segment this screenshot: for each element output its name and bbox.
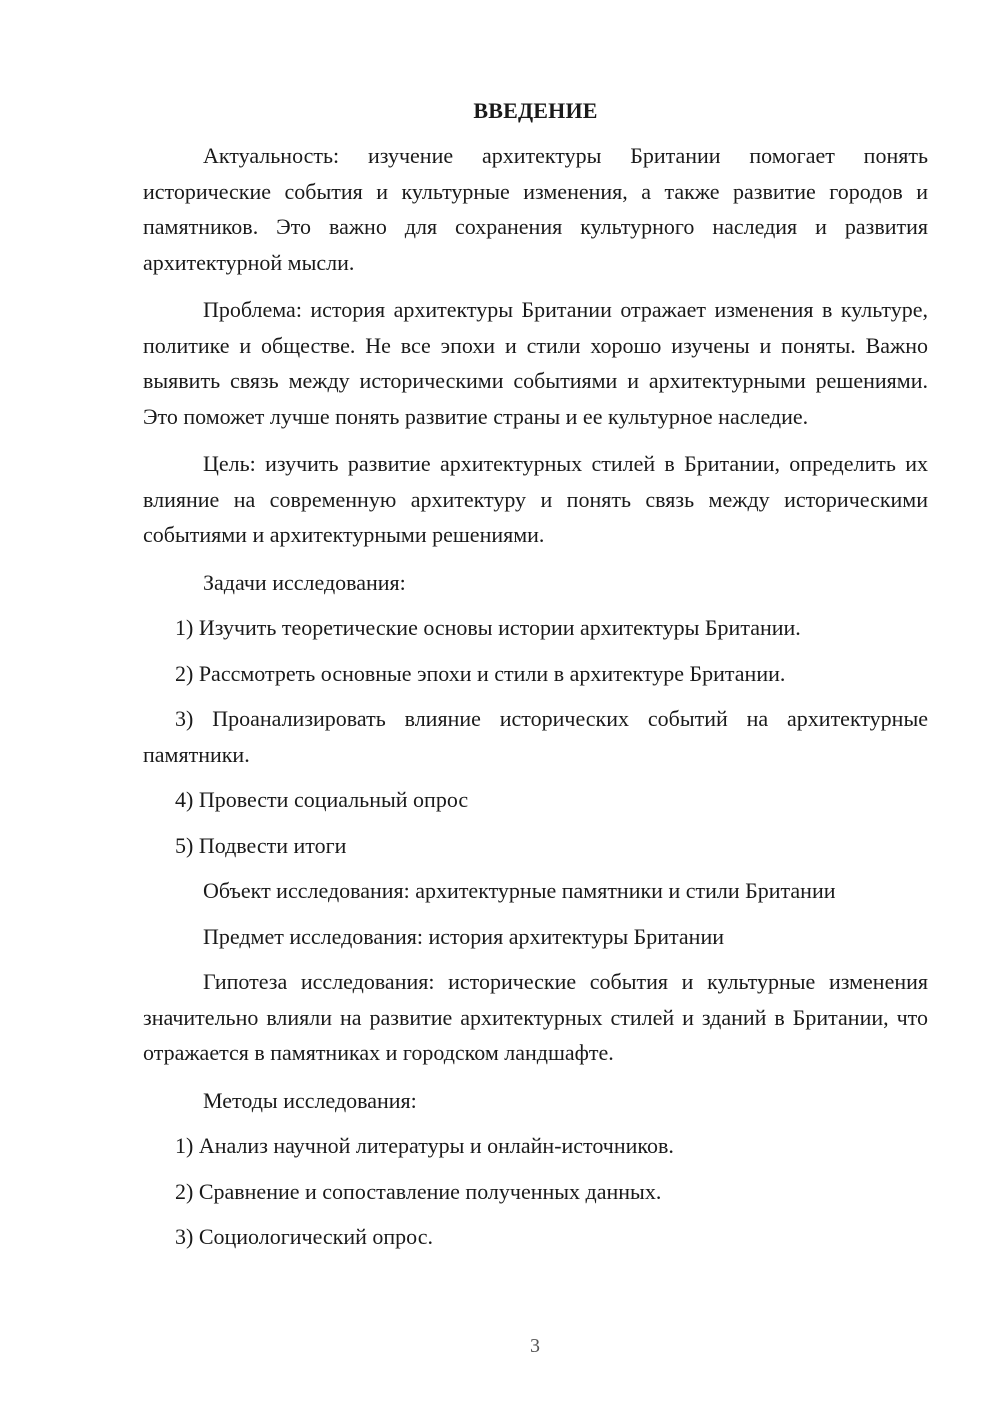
list-item: 2) Сравнение и сопоставление полученных данных. (175, 1178, 662, 1204)
paragraph-problem: Проблема: история архитектуры Британии отражает изменения в культуре, политике и обществе. Не все эпохи и стили хорошо изучены и поняты. Важно выявить связь между историческими событиями и архитектурными решениями. Это поможет лучше понять развитие страны и ее культурное наследие. (143, 297, 928, 429)
paragraph-object: Объект исследования: архитектурные памятники и стили Британии (203, 878, 836, 903)
paragraph-goal: Цель: изучить развитие архитектурных стилей в Британии, определить их влияние на современную архитектуру и понять связь между историческими событиями и архитектурными решениями. (143, 451, 928, 547)
list-item: 2) Рассмотреть основные эпохи и стили в архитектуре Британии. (175, 660, 786, 686)
methods-list (143, 1128, 928, 1255)
paragraph-relevance: Актуальность: изучение архитектуры Британии помогает понять исторические события и культурные изменения, а также развитие городов и памятников. Это важно для сохранения культурного наследия и развития архитектурной мысли. (143, 143, 928, 275)
list-item: 1) Изучить теоретические основы истории архитектуры Британии. (175, 615, 801, 640)
page-number: 3 (530, 1335, 540, 1357)
list-item: 5) Подвести итоги (175, 832, 347, 858)
page-title: ВВЕДЕНИЕ (473, 98, 598, 123)
list-item: 1) Анализ научной литературы и онлайн-источников. (175, 1133, 674, 1158)
page-content (143, 96, 928, 1265)
paragraph-hypothesis: Гипотеза исследования: исторические события и культурные изменения значительно влияли на развитие архитектурных стилей и зданий в Британии, что отражается в памятниках и городском ландшафте. (143, 969, 928, 1065)
methods-heading: Методы исследования: (203, 1087, 417, 1113)
tasks-list (143, 610, 928, 863)
list-item: 4) Провести социальный опрос (175, 787, 469, 812)
list-item: 3) Проанализировать влияние исторических событий на архитектурные памятники. (143, 706, 928, 767)
paragraph-subject: Предмет исследования: история архитектуры Британии (203, 923, 724, 949)
list-item: 3) Социологический опрос. (175, 1224, 433, 1249)
tasks-heading: Задачи исследования: (203, 569, 406, 595)
